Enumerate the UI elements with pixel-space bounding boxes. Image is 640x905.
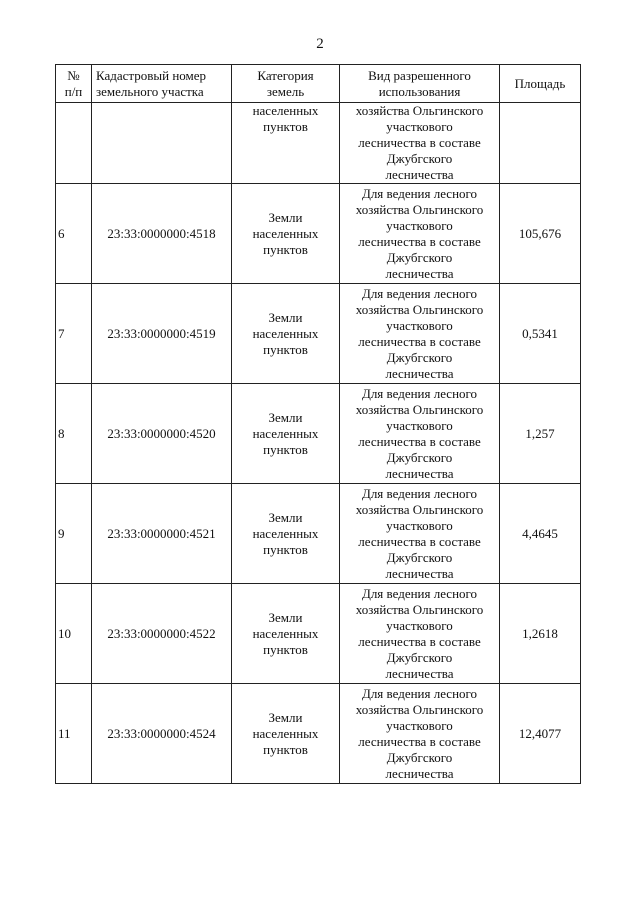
cell-cadastral-number: 23:33:0000000:4518 (92, 184, 232, 284)
header-area: Площадь (500, 65, 581, 103)
cell-permitted-use: Для ведения лесного хозяйства Ольгинского участкового лесничества в составе Джубгского лесничества (340, 684, 500, 784)
cell-number (56, 103, 92, 184)
cell-area: 1,2618 (500, 584, 581, 684)
cell-number: 8 (56, 384, 92, 484)
table-row (56, 284, 581, 384)
cell-land-category: Земли населенных пунктов (232, 484, 340, 584)
cell-land-category: Земли населенных пунктов (232, 384, 340, 484)
cell-cadastral-number: 23:33:0000000:4520 (92, 384, 232, 484)
cell-permitted-use: Для ведения лесного хозяйства Ольгинского участкового лесничества в составе Джубгского лесничества (340, 384, 500, 484)
table-row (56, 384, 581, 484)
table-row (56, 184, 581, 284)
header-cadastral-number: Кадастровый номер земельного участка (92, 65, 232, 103)
table-row (56, 484, 581, 584)
cell-number: 7 (56, 284, 92, 384)
cell-permitted-use: Для ведения лесного хозяйства Ольгинского участкового лесничества в составе Джубгского лесничества (340, 284, 500, 384)
cell-land-category: Земли населенных пунктов (232, 584, 340, 684)
cell-area: 0,5341 (500, 284, 581, 384)
cell-cadastral-number (92, 103, 232, 184)
cell-permitted-use: Для ведения лесного хозяйства Ольгинского участкового лесничества в составе Джубгского лесничества (340, 184, 500, 284)
cell-cadastral-number: 23:33:0000000:4524 (92, 684, 232, 784)
cell-land-category: Земли населенных пунктов (232, 284, 340, 384)
header-permitted-use: Вид разрешенного использования (340, 65, 500, 103)
cell-cadastral-number: 23:33:0000000:4519 (92, 284, 232, 384)
cell-area: 4,4645 (500, 484, 581, 584)
table-row (56, 684, 581, 784)
cell-permitted-use: Для ведения лесного хозяйства Ольгинского участкового лесничества в составе Джубгского лесничества (340, 584, 500, 684)
cell-cadastral-number: 23:33:0000000:4521 (92, 484, 232, 584)
cell-permitted-use: хозяйства Ольгинского участкового лесничества в составе Джубгского лесничества (340, 103, 500, 184)
header-number: № п/п (56, 65, 92, 103)
cell-land-category: населенных пунктов (232, 103, 340, 184)
cell-number: 6 (56, 184, 92, 284)
cell-land-category: Земли населенных пунктов (232, 184, 340, 284)
cell-number: 11 (56, 684, 92, 784)
page-number: 2 (316, 36, 324, 52)
table-row-continuation (56, 103, 581, 184)
header-land-category: Категория земель (232, 65, 340, 103)
table-header-row (56, 65, 581, 103)
cell-number: 10 (56, 584, 92, 684)
cell-area: 105,676 (500, 184, 581, 284)
cell-area: 12,4077 (500, 684, 581, 784)
cell-area: 1,257 (500, 384, 581, 484)
table-row (56, 584, 581, 684)
cell-area (500, 103, 581, 184)
cell-land-category: Земли населенных пунктов (232, 684, 340, 784)
cell-cadastral-number: 23:33:0000000:4522 (92, 584, 232, 684)
land-plots-table (55, 64, 581, 784)
cell-permitted-use: Для ведения лесного хозяйства Ольгинского участкового лесничества в составе Джубгского лесничества (340, 484, 500, 584)
cell-number: 9 (56, 484, 92, 584)
